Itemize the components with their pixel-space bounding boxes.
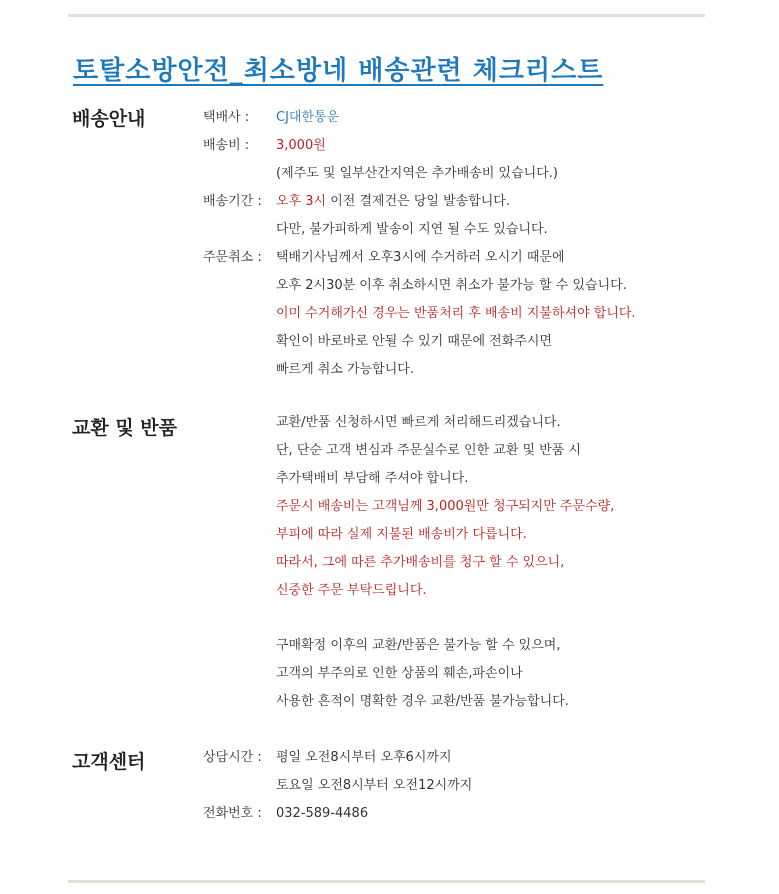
- support-hours-weekday: 평일 오전8시부터 오후6시까지: [276, 750, 452, 765]
- returns-line7: 신중한 주문 부탁드립니다.: [276, 583, 427, 598]
- shipping-period-line2: 다만, 불가피하게 발송이 지연 될 수도 있습니다.: [276, 222, 548, 237]
- courier-value: CJ대한통운: [276, 110, 340, 125]
- returns-line9: 고객의 부주의로 인한 상품의 훼손,파손이나: [276, 666, 523, 681]
- shipping-fee-value: 3,000원: [276, 138, 326, 153]
- shipping-fee-label: 배송비 :: [203, 138, 250, 153]
- order-cancel-line1: 택배기사님께서 오후3시에 수거하러 오시기 때문에: [276, 250, 565, 265]
- returns-line8: 구매확정 이후의 교환/반품은 불가능 할 수 있으며,: [276, 638, 561, 653]
- order-cancel-label: 주문취소 :: [203, 250, 262, 265]
- returns-line4: 주문시 배송비는 고객님께 3,000원만 청구되지만 주문수량,: [276, 499, 615, 514]
- shipping-heading: 배송안내: [72, 108, 146, 130]
- cutoff-time: 오후 3시: [276, 194, 327, 209]
- courier-label: 택배사 :: [203, 110, 250, 125]
- cutoff-text: 이전 결제건은 당일 발송합니다.: [326, 194, 510, 209]
- shipping-period-line1: [276, 193, 510, 211]
- support-heading: 고객센터: [72, 751, 146, 773]
- returns-line2: 단, 단순 고객 변심과 주문실수로 인한 교환 및 반품 시: [276, 443, 582, 458]
- returns-line5: 부피에 따라 실제 지불된 배송비가 다릅니다.: [276, 527, 527, 542]
- support-hours-label: 상담시간 :: [203, 750, 262, 765]
- shipping-fee-note: (제주도 및 일부산간지역은 추가배송비 있습니다.): [276, 166, 558, 181]
- order-cancel-line4: 확인이 바로바로 안될 수 있기 때문에 전화주시면: [276, 334, 552, 349]
- returns-line3: 추가택배비 부담해 주셔야 합니다.: [276, 471, 469, 486]
- returns-line10: 사용한 흔적이 명확한 경우 교환/반품 불가능합니다.: [276, 694, 569, 709]
- order-cancel-line5: 빠르게 취소 가능합니다.: [276, 362, 414, 377]
- phone-label: 전화번호 :: [203, 806, 262, 821]
- support-hours-saturday: 토요일 오전8시부터 오전12시까지: [276, 778, 473, 793]
- shipping-period-label: 배송기간 :: [203, 194, 262, 209]
- order-cancel-line3: 이미 수거해가신 경우는 반품처리 후 배송비 지불하셔야 합니다.: [276, 306, 636, 321]
- page-title: 토탈소방안전_최소방네 배송관련 체크리스트: [73, 56, 604, 86]
- returns-heading: 교환 및 반품: [72, 417, 177, 439]
- top-divider: [68, 14, 705, 17]
- bottom-divider: [68, 880, 705, 883]
- returns-line1: 교환/반품 신청하시면 빠르게 처리해드리겠습니다.: [276, 415, 561, 430]
- returns-line6: 따라서, 그에 따른 추가배송비를 청구 할 수 있으니,: [276, 555, 565, 570]
- order-cancel-line2: 오후 2시30분 이후 취소하시면 취소가 불가능 할 수 있습니다.: [276, 278, 627, 293]
- phone-number: 032-589-4486: [276, 806, 369, 821]
